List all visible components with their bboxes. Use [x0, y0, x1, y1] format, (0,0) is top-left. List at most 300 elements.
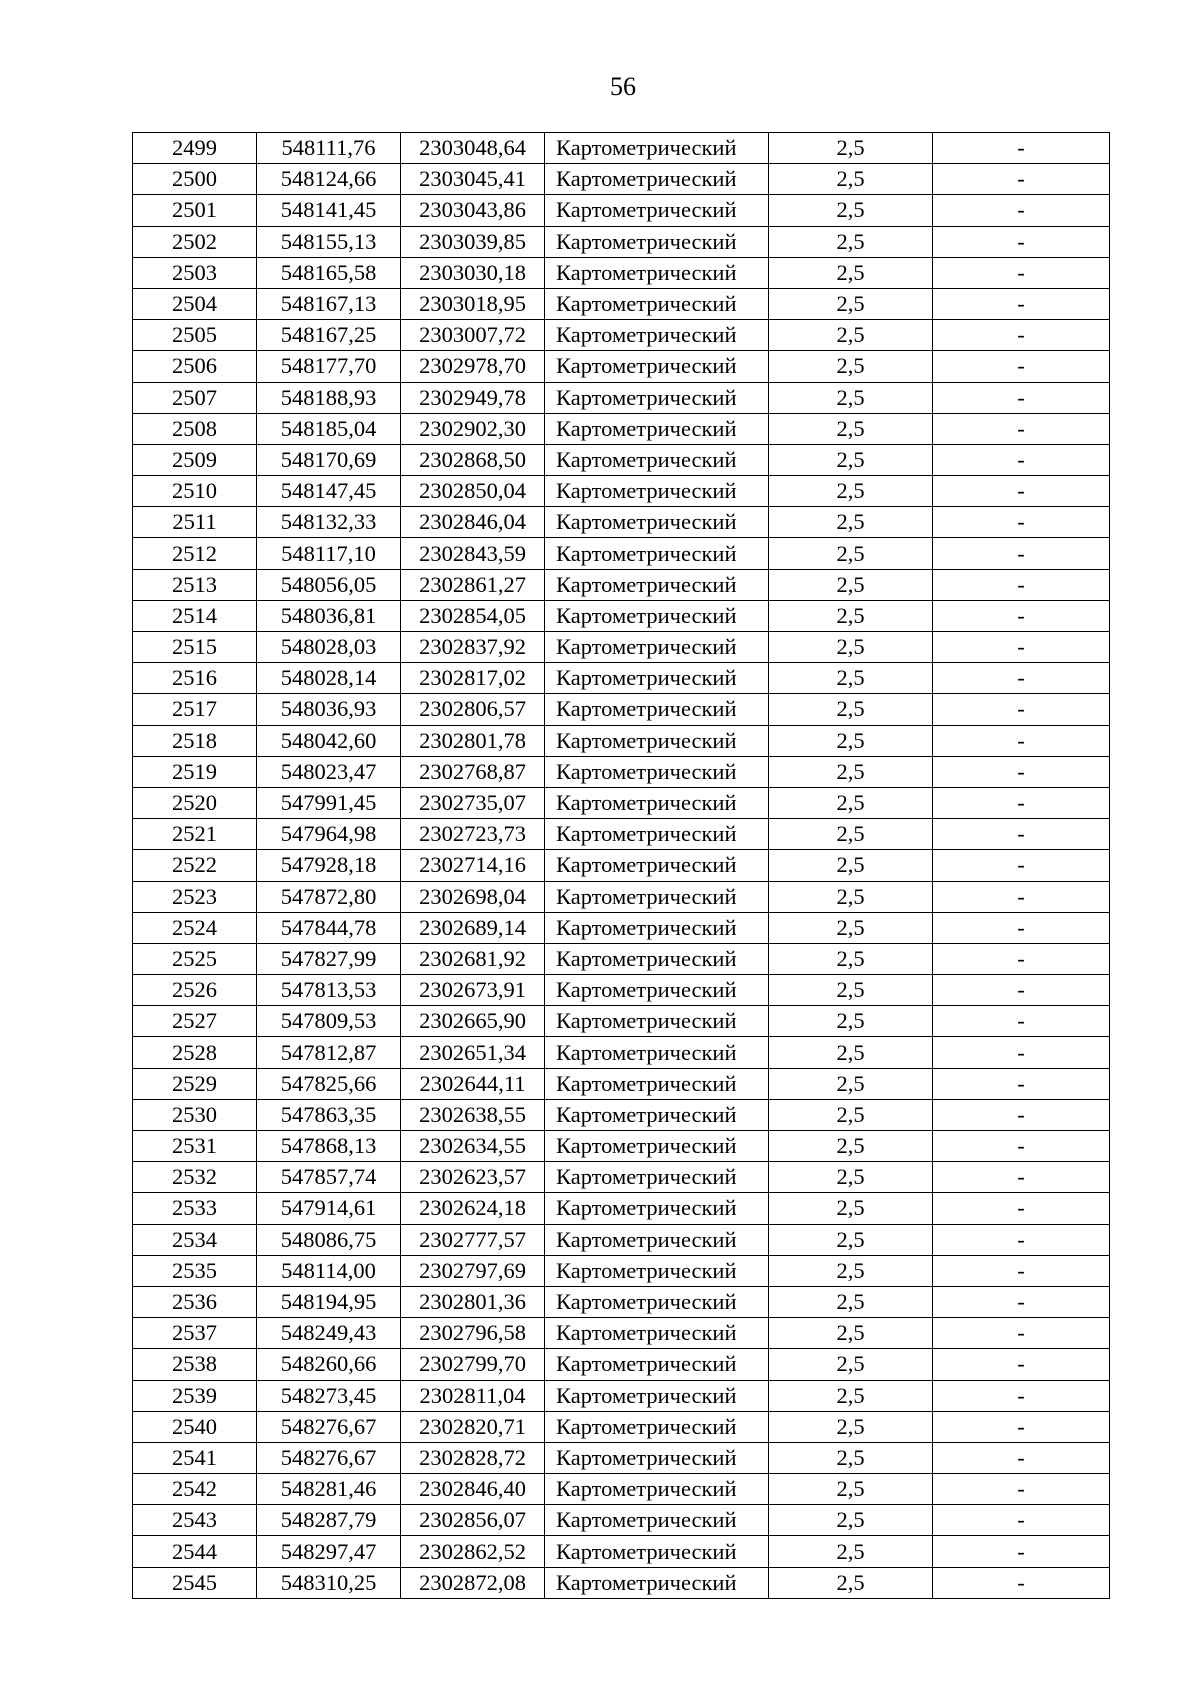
accuracy-cell: 2,5 — [769, 600, 933, 631]
accuracy-cell: 2,5 — [769, 881, 933, 912]
accuracy-cell: 2,5 — [769, 943, 933, 974]
table-row — [133, 413, 1110, 444]
y-coordinate-cell: 2302902,30 — [401, 413, 545, 444]
point-number-cell: 2510 — [133, 476, 257, 507]
table-row — [133, 1162, 1110, 1193]
point-number-cell: 2514 — [133, 600, 257, 631]
description-cell: - — [933, 133, 1110, 164]
point-number-cell: 2509 — [133, 444, 257, 475]
table-row — [133, 164, 1110, 195]
x-coordinate-cell: 548310,25 — [257, 1567, 401, 1598]
accuracy-cell: 2,5 — [769, 850, 933, 881]
x-coordinate-cell: 547872,80 — [257, 881, 401, 912]
y-coordinate-cell: 2302837,92 — [401, 632, 545, 663]
point-number-cell: 2521 — [133, 819, 257, 850]
point-number-cell: 2506 — [133, 351, 257, 382]
y-coordinate-cell: 2302861,27 — [401, 569, 545, 600]
point-number-cell: 2511 — [133, 507, 257, 538]
table-row — [133, 1224, 1110, 1255]
y-coordinate-cell: 2302644,11 — [401, 1068, 545, 1099]
method-cell: Картометрический — [545, 1411, 769, 1442]
description-cell: - — [933, 600, 1110, 631]
description-cell: - — [933, 1474, 1110, 1505]
point-number-cell: 2512 — [133, 538, 257, 569]
table-row — [133, 912, 1110, 943]
accuracy-cell: 2,5 — [769, 787, 933, 818]
accuracy-cell: 2,5 — [769, 1318, 933, 1349]
table-row — [133, 600, 1110, 631]
point-number-cell: 2536 — [133, 1286, 257, 1317]
y-coordinate-cell: 2302735,07 — [401, 787, 545, 818]
description-cell: - — [933, 850, 1110, 881]
x-coordinate-cell: 548114,00 — [257, 1255, 401, 1286]
accuracy-cell: 2,5 — [769, 1099, 933, 1130]
table-row — [133, 850, 1110, 881]
accuracy-cell: 2,5 — [769, 569, 933, 600]
method-cell: Картометрический — [545, 1068, 769, 1099]
table-row — [133, 1068, 1110, 1099]
y-coordinate-cell: 2302801,36 — [401, 1286, 545, 1317]
table-row — [133, 195, 1110, 226]
table-row — [133, 819, 1110, 850]
y-coordinate-cell: 2302797,69 — [401, 1255, 545, 1286]
accuracy-cell: 2,5 — [769, 1505, 933, 1536]
point-number-cell: 2518 — [133, 725, 257, 756]
y-coordinate-cell: 2302777,57 — [401, 1224, 545, 1255]
accuracy-cell: 2,5 — [769, 1162, 933, 1193]
method-cell: Картометрический — [545, 1099, 769, 1130]
accuracy-cell: 2,5 — [769, 507, 933, 538]
description-cell: - — [933, 1380, 1110, 1411]
accuracy-cell: 2,5 — [769, 1380, 933, 1411]
description-cell: - — [933, 975, 1110, 1006]
x-coordinate-cell: 548249,43 — [257, 1318, 401, 1349]
x-coordinate-cell: 548036,81 — [257, 600, 401, 631]
point-number-cell: 2542 — [133, 1474, 257, 1505]
x-coordinate-cell: 548167,13 — [257, 288, 401, 319]
table-row — [133, 1536, 1110, 1567]
point-number-cell: 2503 — [133, 257, 257, 288]
point-number-cell: 2531 — [133, 1131, 257, 1162]
method-cell: Картометрический — [545, 1567, 769, 1598]
description-cell: - — [933, 912, 1110, 943]
method-cell: Картометрический — [545, 1442, 769, 1473]
description-cell: - — [933, 1286, 1110, 1317]
y-coordinate-cell: 2302673,91 — [401, 975, 545, 1006]
x-coordinate-cell: 548132,33 — [257, 507, 401, 538]
point-number-cell: 2502 — [133, 226, 257, 257]
y-coordinate-cell: 2302846,04 — [401, 507, 545, 538]
accuracy-cell: 2,5 — [769, 912, 933, 943]
description-cell: - — [933, 1037, 1110, 1068]
y-coordinate-cell: 2302862,52 — [401, 1536, 545, 1567]
description-cell: - — [933, 694, 1110, 725]
point-number-cell: 2520 — [133, 787, 257, 818]
method-cell: Картометрический — [545, 1349, 769, 1380]
x-coordinate-cell: 548023,47 — [257, 756, 401, 787]
x-coordinate-cell: 548194,95 — [257, 1286, 401, 1317]
y-coordinate-cell: 2303045,41 — [401, 164, 545, 195]
method-cell: Картометрический — [545, 538, 769, 569]
method-cell: Картометрический — [545, 819, 769, 850]
y-coordinate-cell: 2302801,78 — [401, 725, 545, 756]
accuracy-cell: 2,5 — [769, 288, 933, 319]
method-cell: Картометрический — [545, 1131, 769, 1162]
accuracy-cell: 2,5 — [769, 1442, 933, 1473]
point-number-cell: 2500 — [133, 164, 257, 195]
x-coordinate-cell: 548297,47 — [257, 1536, 401, 1567]
description-cell: - — [933, 1349, 1110, 1380]
x-coordinate-cell: 548042,60 — [257, 725, 401, 756]
accuracy-cell: 2,5 — [769, 1255, 933, 1286]
table-row — [133, 1099, 1110, 1130]
point-number-cell: 2501 — [133, 195, 257, 226]
method-cell: Картометрический — [545, 1318, 769, 1349]
description-cell: - — [933, 1567, 1110, 1598]
table-row — [133, 632, 1110, 663]
table-row — [133, 320, 1110, 351]
point-number-cell: 2504 — [133, 288, 257, 319]
x-coordinate-cell: 547914,61 — [257, 1193, 401, 1224]
table-row — [133, 1006, 1110, 1037]
x-coordinate-cell: 547857,74 — [257, 1162, 401, 1193]
x-coordinate-cell: 548028,14 — [257, 663, 401, 694]
x-coordinate-cell: 548155,13 — [257, 226, 401, 257]
description-cell: - — [933, 507, 1110, 538]
method-cell: Картометрический — [545, 1006, 769, 1037]
method-cell: Картометрический — [545, 725, 769, 756]
table-row — [133, 226, 1110, 257]
x-coordinate-cell: 548276,67 — [257, 1442, 401, 1473]
point-number-cell: 2507 — [133, 382, 257, 413]
x-coordinate-cell: 547868,13 — [257, 1131, 401, 1162]
table-row — [133, 756, 1110, 787]
x-coordinate-cell: 547991,45 — [257, 787, 401, 818]
description-cell: - — [933, 1068, 1110, 1099]
x-coordinate-cell: 548124,66 — [257, 164, 401, 195]
accuracy-cell: 2,5 — [769, 382, 933, 413]
point-number-cell: 2529 — [133, 1068, 257, 1099]
point-number-cell: 2533 — [133, 1193, 257, 1224]
description-cell: - — [933, 725, 1110, 756]
point-number-cell: 2519 — [133, 756, 257, 787]
y-coordinate-cell: 2302665,90 — [401, 1006, 545, 1037]
method-cell: Картометрический — [545, 694, 769, 725]
y-coordinate-cell: 2302796,58 — [401, 1318, 545, 1349]
point-number-cell: 2534 — [133, 1224, 257, 1255]
method-cell: Картометрический — [545, 226, 769, 257]
description-cell: - — [933, 538, 1110, 569]
point-number-cell: 2528 — [133, 1037, 257, 1068]
description-cell: - — [933, 881, 1110, 912]
x-coordinate-cell: 548056,05 — [257, 569, 401, 600]
y-coordinate-cell: 2302828,72 — [401, 1442, 545, 1473]
method-cell: Картометрический — [545, 1162, 769, 1193]
coordinates-table — [132, 132, 1110, 1599]
point-number-cell: 2526 — [133, 975, 257, 1006]
x-coordinate-cell: 548036,93 — [257, 694, 401, 725]
table-row — [133, 538, 1110, 569]
description-cell: - — [933, 1536, 1110, 1567]
accuracy-cell: 2,5 — [769, 725, 933, 756]
y-coordinate-cell: 2302850,04 — [401, 476, 545, 507]
x-coordinate-cell: 548165,58 — [257, 257, 401, 288]
page-number: 56 — [610, 72, 636, 101]
x-coordinate-cell: 548141,45 — [257, 195, 401, 226]
accuracy-cell: 2,5 — [769, 1567, 933, 1598]
x-coordinate-cell: 547813,53 — [257, 975, 401, 1006]
description-cell: - — [933, 632, 1110, 663]
accuracy-cell: 2,5 — [769, 1068, 933, 1099]
method-cell: Картометрический — [545, 133, 769, 164]
accuracy-cell: 2,5 — [769, 257, 933, 288]
description-cell: - — [933, 1411, 1110, 1442]
method-cell: Картометрический — [545, 632, 769, 663]
x-coordinate-cell: 548188,93 — [257, 382, 401, 413]
accuracy-cell: 2,5 — [769, 476, 933, 507]
x-coordinate-cell: 547863,35 — [257, 1099, 401, 1130]
accuracy-cell: 2,5 — [769, 1131, 933, 1162]
method-cell: Картометрический — [545, 1380, 769, 1411]
y-coordinate-cell: 2302681,92 — [401, 943, 545, 974]
description-cell: - — [933, 1224, 1110, 1255]
table-row — [133, 382, 1110, 413]
point-number-cell: 2545 — [133, 1567, 257, 1598]
accuracy-cell: 2,5 — [769, 1349, 933, 1380]
point-number-cell: 2539 — [133, 1380, 257, 1411]
description-cell: - — [933, 1099, 1110, 1130]
y-coordinate-cell: 2303043,86 — [401, 195, 545, 226]
method-cell: Картометрический — [545, 1474, 769, 1505]
method-cell: Картометрический — [545, 663, 769, 694]
accuracy-cell: 2,5 — [769, 1224, 933, 1255]
table-row — [133, 351, 1110, 382]
table-row — [133, 1380, 1110, 1411]
accuracy-cell: 2,5 — [769, 1474, 933, 1505]
y-coordinate-cell: 2303007,72 — [401, 320, 545, 351]
x-coordinate-cell: 548260,66 — [257, 1349, 401, 1380]
method-cell: Картометрический — [545, 1224, 769, 1255]
point-number-cell: 2508 — [133, 413, 257, 444]
y-coordinate-cell: 2302799,70 — [401, 1349, 545, 1380]
x-coordinate-cell: 548028,03 — [257, 632, 401, 663]
point-number-cell: 2540 — [133, 1411, 257, 1442]
method-cell: Картометрический — [545, 600, 769, 631]
table-row — [133, 1349, 1110, 1380]
table-row — [133, 133, 1110, 164]
table-row — [133, 569, 1110, 600]
table-row — [133, 1567, 1110, 1598]
table-row — [133, 694, 1110, 725]
accuracy-cell: 2,5 — [769, 975, 933, 1006]
y-coordinate-cell: 2302817,02 — [401, 663, 545, 694]
x-coordinate-cell: 548147,45 — [257, 476, 401, 507]
table-row — [133, 1131, 1110, 1162]
y-coordinate-cell: 2302843,59 — [401, 538, 545, 569]
x-coordinate-cell: 548167,25 — [257, 320, 401, 351]
point-number-cell: 2525 — [133, 943, 257, 974]
accuracy-cell: 2,5 — [769, 351, 933, 382]
accuracy-cell: 2,5 — [769, 444, 933, 475]
description-cell: - — [933, 663, 1110, 694]
method-cell: Картометрический — [545, 320, 769, 351]
accuracy-cell: 2,5 — [769, 694, 933, 725]
y-coordinate-cell: 2302846,40 — [401, 1474, 545, 1505]
table-row — [133, 1505, 1110, 1536]
point-number-cell: 2524 — [133, 912, 257, 943]
y-coordinate-cell: 2302634,55 — [401, 1131, 545, 1162]
description-cell: - — [933, 1318, 1110, 1349]
y-coordinate-cell: 2303030,18 — [401, 257, 545, 288]
table-row — [133, 725, 1110, 756]
accuracy-cell: 2,5 — [769, 632, 933, 663]
x-coordinate-cell: 547827,99 — [257, 943, 401, 974]
table-row — [133, 1442, 1110, 1473]
accuracy-cell: 2,5 — [769, 1286, 933, 1317]
method-cell: Картометрический — [545, 444, 769, 475]
point-number-cell: 2499 — [133, 133, 257, 164]
table-row — [133, 787, 1110, 818]
y-coordinate-cell: 2302806,57 — [401, 694, 545, 725]
method-cell: Картометрический — [545, 975, 769, 1006]
table-row — [133, 1255, 1110, 1286]
description-cell: - — [933, 1006, 1110, 1037]
description-cell: - — [933, 1442, 1110, 1473]
point-number-cell: 2541 — [133, 1442, 257, 1473]
accuracy-cell: 2,5 — [769, 538, 933, 569]
accuracy-cell: 2,5 — [769, 320, 933, 351]
table-row — [133, 663, 1110, 694]
x-coordinate-cell: 548185,04 — [257, 413, 401, 444]
point-number-cell: 2530 — [133, 1099, 257, 1130]
method-cell: Картометрический — [545, 351, 769, 382]
accuracy-cell: 2,5 — [769, 1411, 933, 1442]
description-cell: - — [933, 226, 1110, 257]
method-cell: Картометрический — [545, 881, 769, 912]
description-cell: - — [933, 569, 1110, 600]
method-cell: Картометрический — [545, 1193, 769, 1224]
method-cell: Картометрический — [545, 850, 769, 881]
method-cell: Картометрический — [545, 756, 769, 787]
point-number-cell: 2515 — [133, 632, 257, 663]
y-coordinate-cell: 2302868,50 — [401, 444, 545, 475]
description-cell: - — [933, 1255, 1110, 1286]
accuracy-cell: 2,5 — [769, 1536, 933, 1567]
table-row — [133, 507, 1110, 538]
table-row — [133, 257, 1110, 288]
table-row — [133, 476, 1110, 507]
description-cell: - — [933, 1131, 1110, 1162]
description-cell: - — [933, 288, 1110, 319]
description-cell: - — [933, 351, 1110, 382]
accuracy-cell: 2,5 — [769, 413, 933, 444]
table-row — [133, 1193, 1110, 1224]
y-coordinate-cell: 2302689,14 — [401, 912, 545, 943]
description-cell: - — [933, 787, 1110, 818]
y-coordinate-cell: 2302872,08 — [401, 1567, 545, 1598]
table-row — [133, 943, 1110, 974]
point-number-cell: 2538 — [133, 1349, 257, 1380]
table-row — [133, 881, 1110, 912]
accuracy-cell: 2,5 — [769, 663, 933, 694]
point-number-cell: 2544 — [133, 1536, 257, 1567]
method-cell: Картометрический — [545, 787, 769, 818]
x-coordinate-cell: 547928,18 — [257, 850, 401, 881]
method-cell: Картометрический — [545, 1255, 769, 1286]
method-cell: Картометрический — [545, 912, 769, 943]
method-cell: Картометрический — [545, 1505, 769, 1536]
y-coordinate-cell: 2302623,57 — [401, 1162, 545, 1193]
table-row — [133, 1411, 1110, 1442]
point-number-cell: 2523 — [133, 881, 257, 912]
x-coordinate-cell: 548281,46 — [257, 1474, 401, 1505]
method-cell: Картометрический — [545, 413, 769, 444]
description-cell: - — [933, 943, 1110, 974]
accuracy-cell: 2,5 — [769, 819, 933, 850]
description-cell: - — [933, 413, 1110, 444]
point-number-cell: 2527 — [133, 1006, 257, 1037]
method-cell: Картометрический — [545, 943, 769, 974]
point-number-cell: 2516 — [133, 663, 257, 694]
accuracy-cell: 2,5 — [769, 195, 933, 226]
x-coordinate-cell: 547844,78 — [257, 912, 401, 943]
point-number-cell: 2505 — [133, 320, 257, 351]
method-cell: Картометрический — [545, 1536, 769, 1567]
description-cell: - — [933, 1505, 1110, 1536]
method-cell: Картометрический — [545, 257, 769, 288]
y-coordinate-cell: 2302714,16 — [401, 850, 545, 881]
point-number-cell: 2535 — [133, 1255, 257, 1286]
y-coordinate-cell: 2302854,05 — [401, 600, 545, 631]
x-coordinate-cell: 547809,53 — [257, 1006, 401, 1037]
description-cell: - — [933, 320, 1110, 351]
description-cell: - — [933, 164, 1110, 195]
y-coordinate-cell: 2302698,04 — [401, 881, 545, 912]
table-row — [133, 1037, 1110, 1068]
description-cell: - — [933, 382, 1110, 413]
table-row — [133, 288, 1110, 319]
x-coordinate-cell: 548111,76 — [257, 133, 401, 164]
x-coordinate-cell: 547964,98 — [257, 819, 401, 850]
y-coordinate-cell: 2302638,55 — [401, 1099, 545, 1130]
y-coordinate-cell: 2303048,64 — [401, 133, 545, 164]
description-cell: - — [933, 257, 1110, 288]
y-coordinate-cell: 2302856,07 — [401, 1505, 545, 1536]
x-coordinate-cell: 547825,66 — [257, 1068, 401, 1099]
x-coordinate-cell: 548086,75 — [257, 1224, 401, 1255]
accuracy-cell: 2,5 — [769, 226, 933, 257]
x-coordinate-cell: 548177,70 — [257, 351, 401, 382]
x-coordinate-cell: 548117,10 — [257, 538, 401, 569]
description-cell: - — [933, 819, 1110, 850]
y-coordinate-cell: 2302820,71 — [401, 1411, 545, 1442]
accuracy-cell: 2,5 — [769, 756, 933, 787]
accuracy-cell: 2,5 — [769, 1193, 933, 1224]
point-number-cell: 2537 — [133, 1318, 257, 1349]
method-cell: Картометрический — [545, 1286, 769, 1317]
point-number-cell: 2513 — [133, 569, 257, 600]
accuracy-cell: 2,5 — [769, 133, 933, 164]
accuracy-cell: 2,5 — [769, 1006, 933, 1037]
method-cell: Картометрический — [545, 164, 769, 195]
description-cell: - — [933, 1162, 1110, 1193]
description-cell: - — [933, 444, 1110, 475]
method-cell: Картометрический — [545, 569, 769, 600]
y-coordinate-cell: 2302978,70 — [401, 351, 545, 382]
y-coordinate-cell: 2302624,18 — [401, 1193, 545, 1224]
table-row — [133, 1474, 1110, 1505]
point-number-cell: 2522 — [133, 850, 257, 881]
